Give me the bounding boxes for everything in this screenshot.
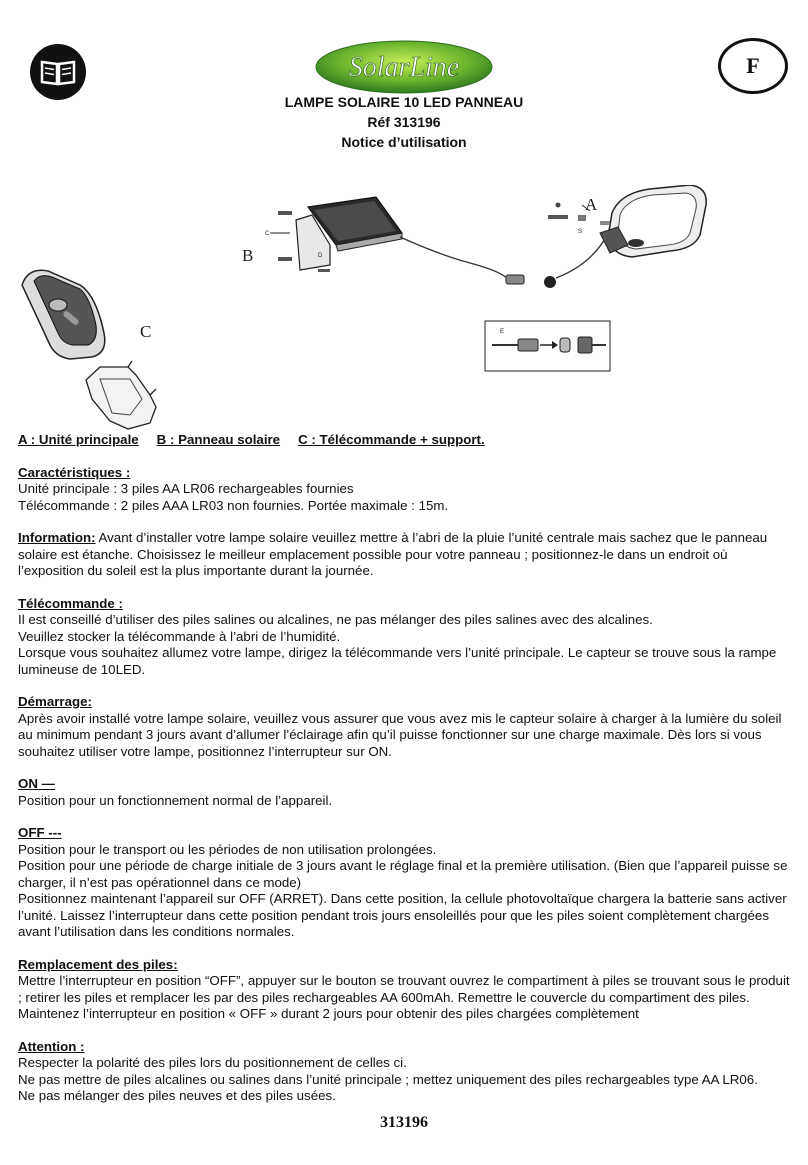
product-illustration	[0, 185, 808, 435]
remote-holder-drawing	[86, 361, 156, 429]
heading-demarrage: Démarrage:	[18, 694, 92, 709]
manual-content	[18, 432, 794, 1105]
legend-c: C : Télécommande + support.	[298, 432, 485, 447]
label-a: A	[585, 195, 598, 214]
language-badge: F	[718, 38, 788, 94]
connector-male	[506, 275, 524, 284]
solar-panel-drawing	[270, 197, 402, 272]
off-line-1: Position pour le transport ou les périodes de non utilisation prolongées.	[18, 841, 437, 857]
legend-a: A : Unité principale	[18, 432, 139, 447]
legend-b: B : Panneau solaire	[156, 432, 281, 447]
telecommande-line-2: Veuillez stocker la télécommande à l’abri de l’humidité.	[18, 628, 341, 644]
title-line-3: Notice d’utilisation	[341, 134, 467, 150]
document-title	[0, 92, 808, 152]
section-remplacement	[18, 957, 794, 1023]
attention-line-3: Ne pas mélanger des piles neuves et des piles usées.	[18, 1088, 336, 1103]
off-line-2: Position pour une période de charge initiale de 3 jours avant le réglage final et la première utilisation. (Bien que l’appareil puisse se charger, il n’est pas opérationnel dans ce mode)	[18, 858, 788, 890]
brand-name: SolarLine	[348, 52, 460, 83]
on-line-1: Position pour un fonctionnement normal de l’appareil.	[18, 792, 333, 808]
off-line-3: Positionnez maintenant l’appareil sur OFF (ARRET). Dans cette position, la cellule photovoltaïque chargera la batterie sans activer l’unité. Laissez l’interrupteur dans cette position pendant trois jours ensoleillés pour que les piles soient complètement chargées avant l’utilisation dans les conditions normales.	[18, 891, 787, 939]
section-telecommande	[18, 596, 794, 679]
information-text: Avant d’installer votre lampe solaire veuillez mettre à l’abri de la pluie l’unité centrale mais sachez que le panneau solaire est étanche. Choisissez le meilleur emplacement possible pour votre panneau ; positionnez-le dans un endroit où l’exposition du soleil est la plus importante durant la journée.	[18, 530, 768, 578]
heading-off: OFF ---	[18, 825, 62, 840]
section-off	[18, 825, 794, 941]
caracteristiques-line-1: Unité principale : 3 piles AA LR06 rechargeables fournies	[18, 481, 354, 496]
solarline-logo	[315, 40, 493, 94]
section-attention	[18, 1039, 794, 1105]
demarrage-line-1: Après avoir installé votre lampe solaire, veuillez vous assurer que vous avez mis le capteur solaire à charger à la lumière du soleil au minimum pendant 3 jours avant d’allumer l’éclairage afin qu’il puisse fonctionner sur une charge maximale. Dès lors si vous souhaitez utiliser votre lampe, positionnez l’interrupteur sur ON.	[18, 710, 782, 759]
heading-on: ON —	[18, 776, 55, 791]
heading-attention: Attention :	[18, 1038, 85, 1054]
heading-information: Information:	[18, 530, 96, 545]
connector-female	[544, 276, 556, 288]
footer-reference: 313196	[380, 1114, 428, 1131]
title-line-1: LAMPE SOLAIRE 10 LED PANNEAU	[284, 94, 524, 110]
remote-control-drawing	[22, 270, 105, 359]
attention-line-2: Ne pas mettre de piles alcalines ou salines dans l’unité principale ; mettez uniquement des piles rechargeables type AA LR06.	[18, 1071, 758, 1087]
label-b: B	[242, 246, 254, 265]
main-lamp-drawing	[548, 185, 706, 257]
section-information	[18, 530, 794, 580]
telecommande-line-1: Il est conseillé d’utiliser des piles salines ou alcalines, ne pas mélanger des piles salines avec des alcalines.	[18, 612, 653, 627]
parts-legend	[18, 432, 794, 449]
section-on	[18, 776, 794, 809]
label-c: C	[140, 322, 152, 341]
label-small-s: S	[578, 229, 583, 235]
caracteristiques-line-2: Télécommande : 2 piles AAA LR03 non fournies. Portée maximale : 15m.	[18, 497, 449, 513]
telecommande-line-3: Lorsque vous souhaitez allumez votre lampe, dirigez la télécommande vers l’unité principale. Le capteur se trouve sous la rampe lumineuse de 10LED.	[18, 645, 777, 677]
section-demarrage	[18, 694, 794, 760]
section-caracteristiques	[18, 465, 794, 515]
heading-telecommande: Télécommande :	[18, 595, 123, 611]
label-small-c: C	[265, 231, 270, 237]
heading-remplacement: Remplacement des piles:	[18, 956, 178, 972]
heading-caracteristiques: Caractéristiques :	[18, 464, 131, 480]
title-line-2: Réf 313196	[367, 114, 441, 130]
attention-line-1: Respecter la polarité des piles lors du positionnement de celles ci.	[18, 1055, 407, 1070]
label-small-e: E	[500, 329, 505, 335]
remplacement-line-1: Mettre l’interrupteur en position “OFF”, appuyer sur le bouton se trouvant ouvrez le compartiment à piles se trouvant sous le produit ; retirer les piles et remplacer les par des piles rechargeables AA 600mAh. Remettre le couvercle du compartiment des piles. Maintenez l’interrupteur en position « OFF » durant 2 jours pour obtenir des piles chargées complètement	[18, 973, 790, 1021]
label-small-d: D	[318, 253, 323, 259]
